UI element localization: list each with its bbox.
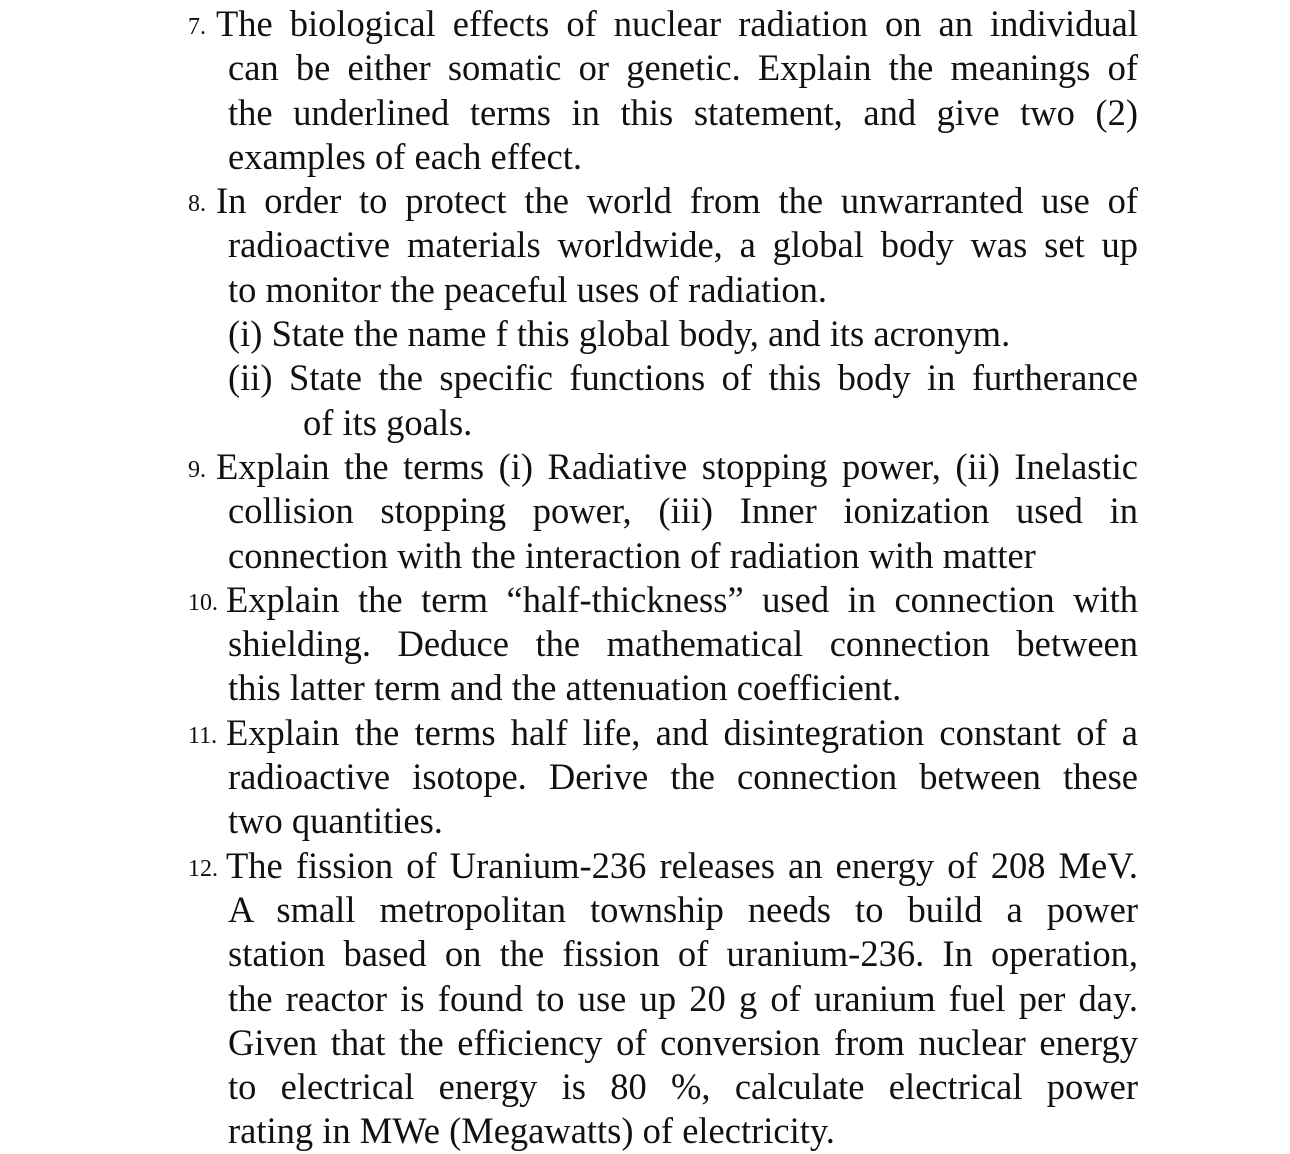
question-8 bbox=[188, 179, 1138, 445]
question-line: radioactive materials worldwide, a global body was set up bbox=[228, 224, 1138, 266]
question-12 bbox=[188, 844, 1138, 1154]
sub-question-ii: (ii) State the specific functions of this body in furtherance bbox=[228, 357, 1138, 399]
question-line: to monitor the peaceful uses of radiation. bbox=[228, 268, 828, 310]
question-line: two quantities. bbox=[228, 800, 443, 842]
question-line: shielding. Deduce the mathematical connection between bbox=[228, 623, 1138, 665]
question-line: rating in MWe (Megawatts) of electricity. bbox=[228, 1110, 835, 1152]
question-list bbox=[188, 2, 1138, 1154]
question-7 bbox=[188, 2, 1138, 179]
question-number: 10. bbox=[188, 589, 218, 616]
question-10 bbox=[188, 578, 1138, 711]
question-number: 7. bbox=[188, 14, 206, 40]
question-number: 11. bbox=[188, 722, 218, 749]
question-line: A small metropolitan township needs to build a power bbox=[228, 888, 1138, 930]
question-line: Given that the efficiency of conversion from nuclear energy bbox=[228, 1021, 1138, 1063]
question-line: radioactive isotope. Derive the connection between these bbox=[228, 756, 1138, 798]
question-line: collision stopping power, (iii) Inner ionization used in bbox=[228, 490, 1138, 532]
question-line: Explain the terms half life, and disintegration constant of a bbox=[226, 711, 1138, 753]
sub-question-i: (i) State the name f this global body, and its acronym. bbox=[228, 313, 1011, 355]
sub-question-ii-continued: of its goals. bbox=[303, 401, 473, 443]
question-number: 9. bbox=[188, 456, 206, 483]
question-line: station based on the fission of uranium-236. In operation, bbox=[228, 933, 1138, 975]
question-line: In order to protect the world from the unwarranted use of bbox=[216, 180, 1138, 222]
question-9 bbox=[188, 445, 1138, 578]
question-11 bbox=[188, 711, 1138, 844]
question-line: connection with the interaction of radiation with matter bbox=[228, 534, 1036, 576]
question-line: The fission of Uranium-236 releases an energy of 208 MeV. bbox=[226, 844, 1138, 886]
question-line: The biological effects of nuclear radiation on an individual bbox=[216, 3, 1138, 44]
question-line: can be either somatic or genetic. Explain the meanings of bbox=[228, 47, 1138, 89]
question-line: Explain the terms (i) Radiative stopping power, (ii) Inelastic bbox=[216, 445, 1138, 487]
question-line: the underlined terms in this statement, and give two (2) bbox=[228, 91, 1138, 133]
question-line: to electrical energy is 80 %, calculate electrical power bbox=[228, 1066, 1138, 1108]
question-line: this latter term and the attenuation coefficient. bbox=[228, 667, 902, 709]
question-line: examples of each effect. bbox=[228, 135, 582, 177]
question-number: 8. bbox=[188, 191, 206, 218]
question-number: 12. bbox=[188, 855, 218, 882]
question-line: the reactor is found to use up 20 g of uranium fuel per day. bbox=[228, 977, 1138, 1019]
question-line: Explain the term “half-thickness” used in connection with bbox=[226, 578, 1138, 620]
